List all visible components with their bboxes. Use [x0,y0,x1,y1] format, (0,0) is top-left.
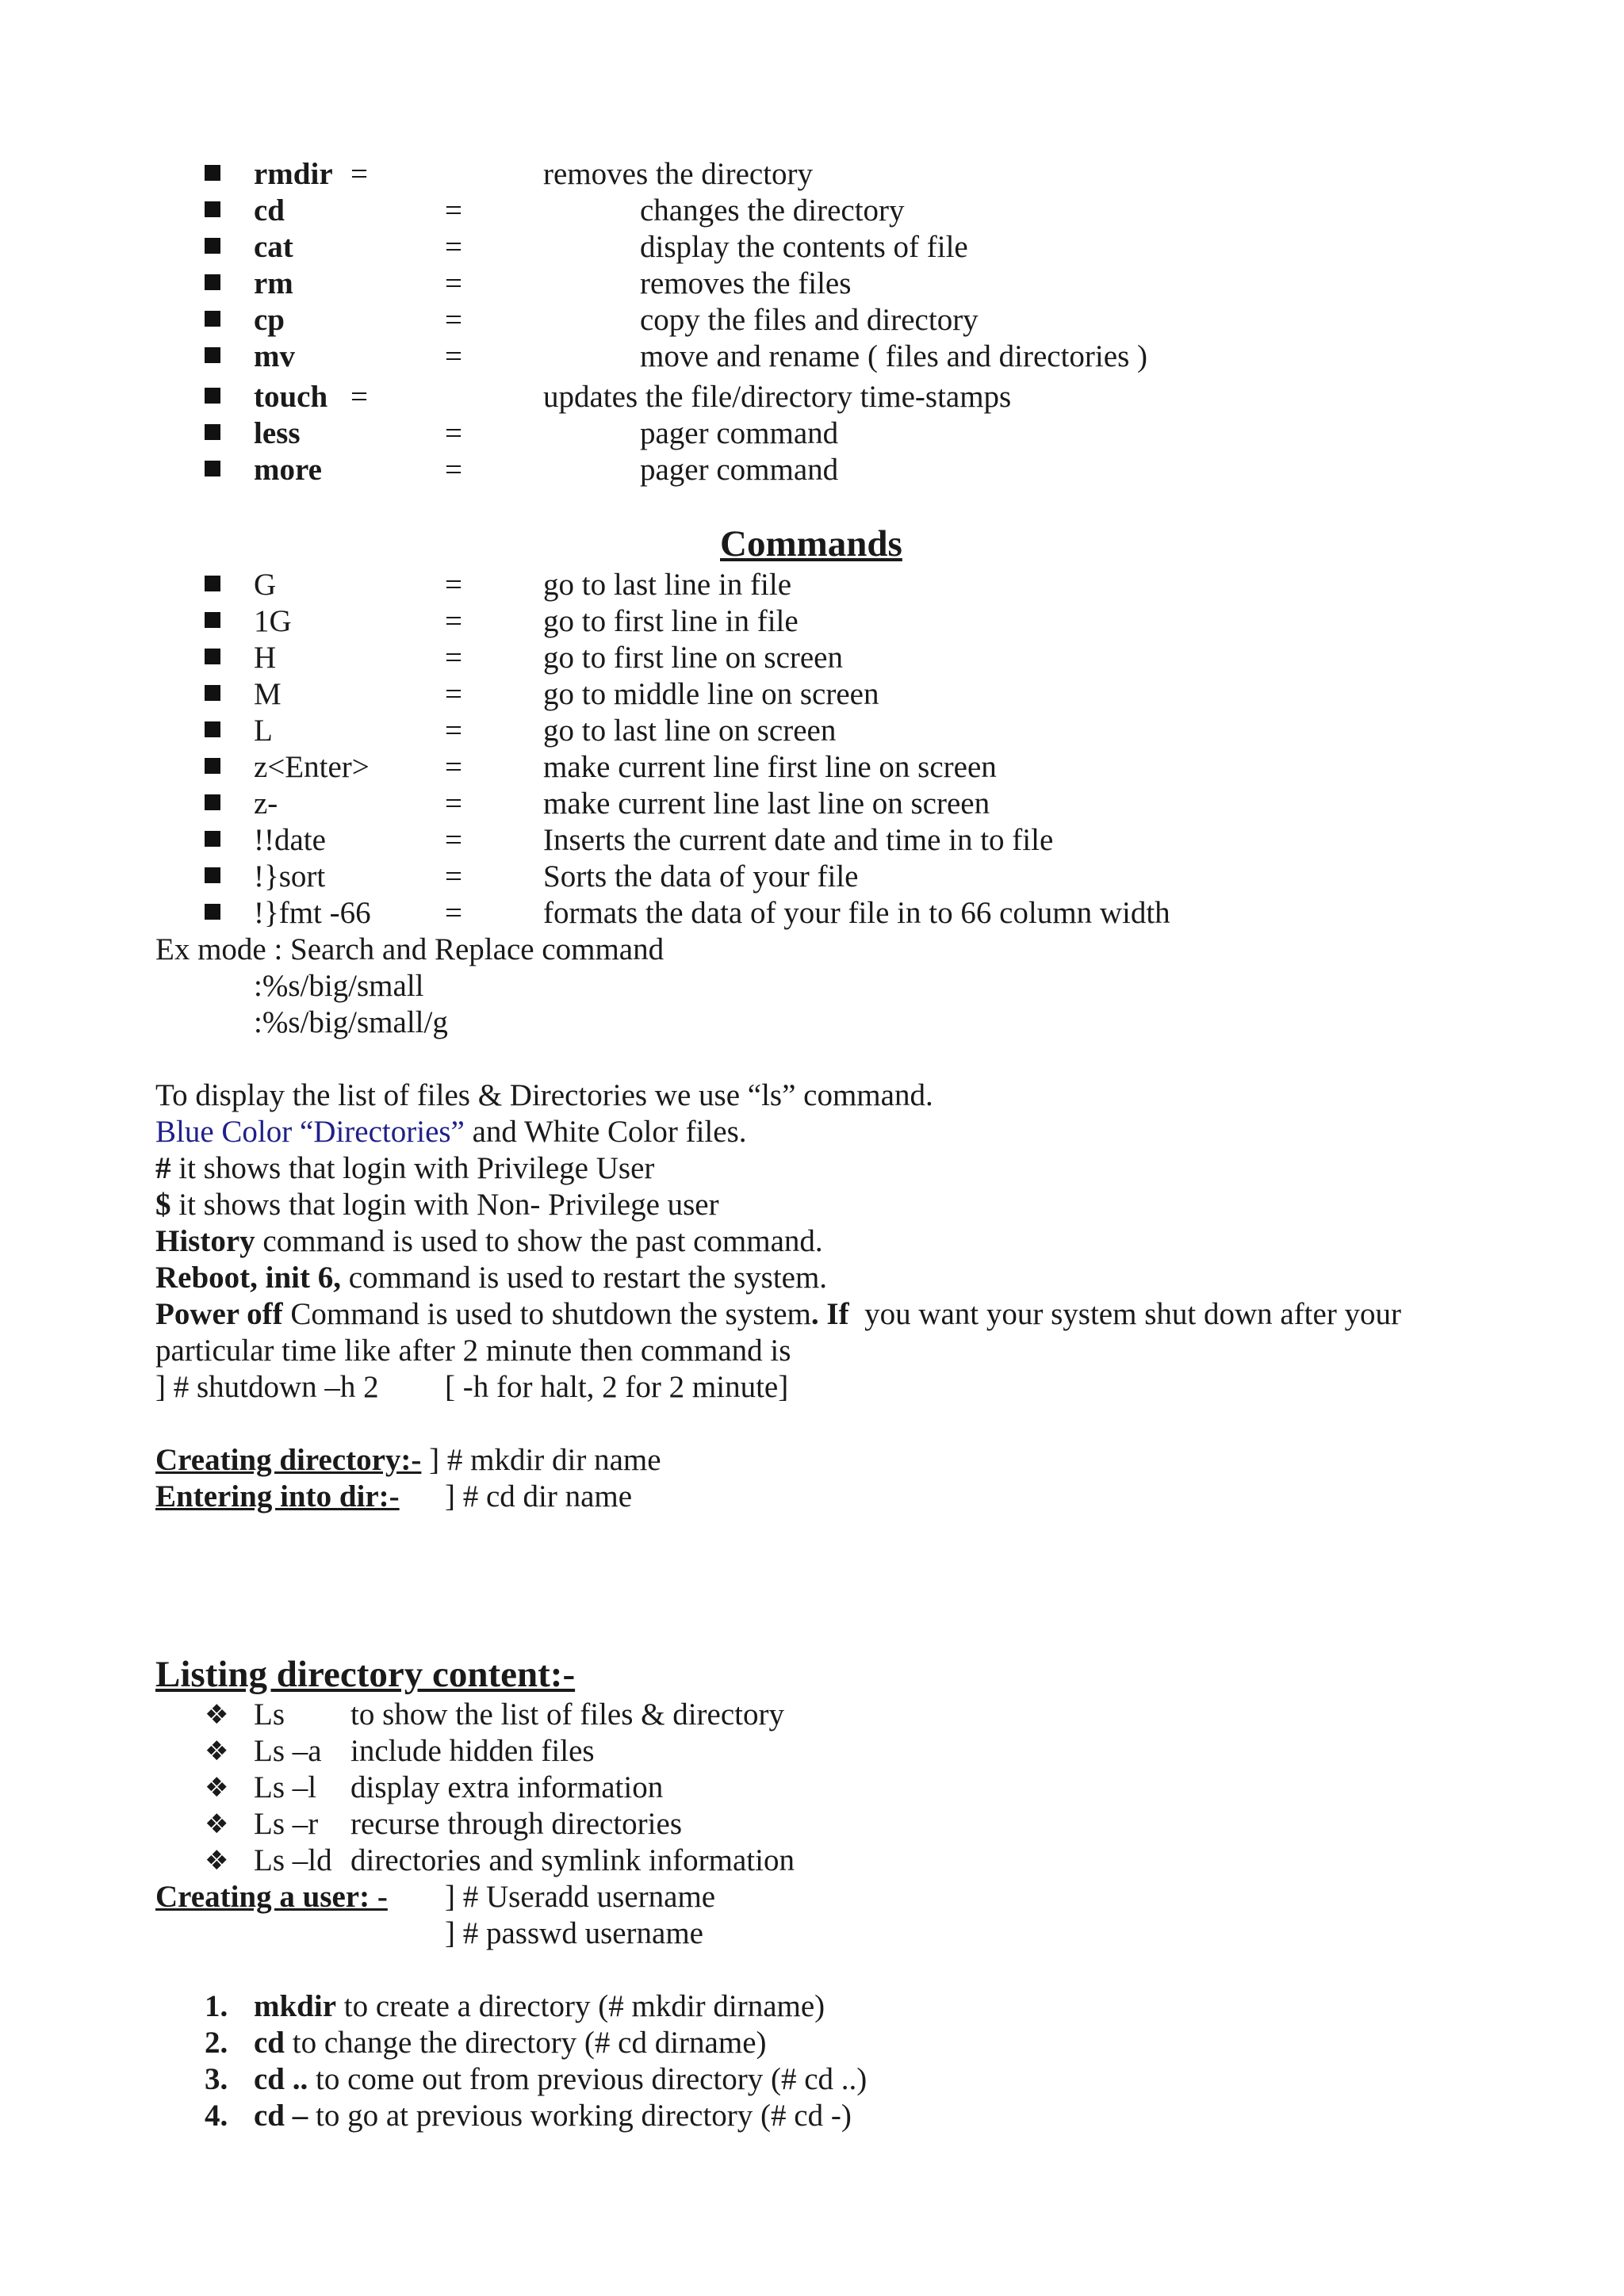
list-item [205,1733,1156,1770]
diamond-bullet-icon: ❖ [205,1845,229,1877]
command-description: pager command [640,453,839,487]
item-command: cd .. [254,2062,308,2096]
listing-description: include hidden files [350,1734,595,1768]
equals-sign: = [445,823,462,857]
list-item [205,339,1315,375]
square-bullet-icon [205,347,220,363]
equals-sign: = [445,750,462,784]
square-bullet-icon [205,685,220,701]
hash-symbol: # [155,1151,171,1185]
exmode-command: :%s/big/small [254,969,424,1003]
shutdown-command: ] # shutdown –h 2 [155,1370,379,1404]
equals-sign: = [350,380,368,414]
command-name: !}fmt -66 [254,896,371,930]
item-number: 2. [205,2026,228,2060]
poweroff-rest: you want your system shut down after your [848,1297,1402,1331]
ls-note: To display the list of files & Directories we use “ls” command. [155,1078,933,1112]
list-item [205,1697,1156,1733]
list-item [205,749,1394,786]
passwd-command: ] # passwd username [445,1916,703,1950]
command-name: !}sort [254,859,326,894]
listing-description: recurse through directories [350,1807,682,1841]
command-name: less [254,416,301,450]
diamond-bullet-icon: ❖ [205,1699,229,1731]
equals-sign: = [445,677,462,711]
listing-description: directories and symlink information [350,1843,795,1877]
square-bullet-icon [205,201,220,217]
list-item [205,640,1394,676]
list-item [205,786,1394,822]
history-text: command is used to show the past command. [255,1224,823,1258]
equals-sign: = [445,604,462,638]
listing-command: Ls –ld [254,1843,332,1877]
command-description: make current line first line on screen [543,750,997,784]
equals-sign: = [445,641,462,675]
equals-sign: = [445,859,462,894]
command-name: 1G [254,604,292,638]
item-text [254,1988,825,2025]
blue-text: Blue Color “Directories” [155,1115,465,1149]
command-description: removes the directory [543,157,814,191]
item-description: to create a directory (# mkdir dirname) [336,1989,825,2023]
command-name: cp [254,303,285,337]
square-bullet-icon [205,238,220,254]
shutdown-note: [ -h for halt, 2 for 2 minute] [445,1370,789,1404]
non-privilege-text: it shows that login with Non- Privilege user [170,1188,719,1222]
list-item [205,895,1394,932]
item-text [254,2098,852,2134]
command-name: G [254,568,277,602]
equals-sign: = [445,896,462,930]
command-name: cd [254,193,285,228]
command-description: changes the directory [640,193,905,228]
listing-command: Ls –l [254,1770,317,1804]
command-description: go to middle line on screen [543,677,879,711]
list-item [205,676,1394,713]
list-item [205,1988,1156,2025]
equals-sign: = [445,416,462,450]
exmode-title: Ex mode : Search and Replace command [155,932,665,966]
command-description: Inserts the current date and time in to file [543,823,1054,857]
equals-sign: = [445,339,462,373]
list-item [205,567,1394,603]
poweroff-note-continued: particular time like after 2 minute then command is [155,1334,791,1368]
item-description: to come out from previous directory (# cd ..) [308,2062,868,2096]
square-bullet-icon [205,165,220,181]
history-label: History [155,1224,255,1258]
square-bullet-icon [205,576,220,591]
equals-sign: = [445,230,462,264]
square-bullet-icon [205,388,220,404]
command-name: H [254,641,277,675]
command-name: rmdir [254,157,333,191]
item-description: to go at previous working directory (# cd -) [308,2099,852,2133]
command-name: mv [254,339,295,373]
entering-directory-label: Entering into dir:- [155,1479,400,1513]
item-command: cd – [254,2099,308,2133]
list-item [205,603,1394,640]
poweroff-text: Command is used to shutdown the system [282,1297,811,1331]
list-item [205,193,1315,229]
square-bullet-icon [205,831,220,847]
equals-sign: = [350,157,368,191]
list-item [205,156,1315,193]
command-description: pager command [640,416,839,450]
item-number: 4. [205,2099,228,2133]
privilege-note [155,1150,654,1187]
command-description: formats the data of your file in to 66 column width [543,896,1170,930]
command-name: !!date [254,823,326,857]
equals-sign: = [445,453,462,487]
poweroff-label: Power off [155,1297,283,1331]
creating-directory-command: ] # mkdir dir name [421,1443,661,1477]
list-item [205,822,1394,859]
history-note [155,1223,823,1260]
list-item [205,2025,1156,2061]
list-item [205,266,1315,302]
white-text: and White Color files. [464,1115,747,1149]
equals-sign: = [445,786,462,821]
command-description: copy the files and directory [640,303,979,337]
item-number: 1. [205,1989,228,2023]
square-bullet-icon [205,612,220,628]
shutdown-command-line [155,1369,948,1406]
reboot-text: command is used to restart the system. [341,1261,828,1295]
listing-command: Ls –r [254,1807,319,1841]
command-description: updates the file/directory time-stamps [543,380,1012,414]
listing-command: Ls –a [254,1734,322,1768]
list-item [205,379,1315,415]
equals-sign: = [445,303,462,337]
square-bullet-icon [205,461,220,476]
square-bullet-icon [205,649,220,664]
list-item [205,415,1315,452]
reboot-note [155,1260,827,1296]
item-text [254,2025,767,2061]
dollar-symbol: $ [155,1188,171,1222]
poweroff-if: . If [810,1297,849,1331]
command-name: z<Enter> [254,750,370,784]
command-description: move and rename ( files and directories ) [640,339,1147,373]
list-item [205,713,1394,749]
poweroff-note [155,1296,1401,1333]
diamond-bullet-icon: ❖ [205,1772,229,1804]
list-item [205,452,1315,488]
list-item [205,229,1315,266]
command-name: rm [254,266,293,300]
exmode-command: :%s/big/small/g [254,1005,448,1039]
non-privilege-note [155,1187,719,1223]
listing-description: to show the list of files & directory [350,1697,784,1732]
item-number: 3. [205,2062,228,2096]
command-description: Sorts the data of your file [543,859,859,894]
command-description: go to last line on screen [543,714,837,748]
command-name: touch [254,380,328,414]
item-description: to change the directory (# cd dirname) [285,2026,767,2060]
equals-sign: = [445,568,462,602]
command-description: removes the files [640,266,852,300]
command-name: more [254,453,322,487]
square-bullet-icon [205,904,220,920]
square-bullet-icon [205,794,220,810]
list-item [205,302,1315,339]
entering-directory-command: ] # cd dir name [445,1479,633,1513]
command-name: L [254,714,273,748]
diamond-bullet-icon: ❖ [205,1808,229,1840]
item-command: mkdir [254,1989,337,2023]
creating-user-line [155,1879,948,1915]
equals-sign: = [445,714,462,748]
listing-heading: Listing directory content:- [155,1654,576,1695]
command-name: M [254,677,282,711]
command-description: make current line last line on screen [543,786,990,821]
equals-sign: = [445,193,462,228]
list-item [205,1806,1156,1843]
entering-directory-line [155,1479,948,1515]
useradd-command: ] # Useradd username [445,1880,716,1914]
creating-directory-label: Creating directory:- [155,1443,422,1477]
command-description: go to first line on screen [543,641,843,675]
square-bullet-icon [205,867,220,883]
creating-user-label: Creating a user: - [155,1880,388,1914]
command-description: go to last line in file [543,568,792,602]
privilege-text: it shows that login with Privilege User [170,1151,655,1185]
listing-command: Ls [254,1697,285,1732]
command-description: display the contents of file [640,230,968,264]
square-bullet-icon [205,758,220,774]
list-item [205,2061,1156,2098]
square-bullet-icon [205,424,220,440]
equals-sign: = [445,266,462,300]
creating-directory-line [155,1442,661,1479]
item-text [254,2061,867,2098]
item-command: cd [254,2026,285,2060]
list-item [205,2098,1156,2134]
command-description: go to first line in file [543,604,799,638]
square-bullet-icon [205,311,220,327]
list-item [205,1843,1156,1879]
listing-description: display extra information [350,1770,664,1804]
command-name: cat [254,230,293,264]
square-bullet-icon [205,721,220,737]
square-bullet-icon [205,274,220,290]
commands-heading: Commands [720,523,902,564]
diamond-bullet-icon: ❖ [205,1735,229,1767]
color-note [155,1114,747,1150]
list-item [205,1770,1156,1806]
command-name: z- [254,786,278,821]
reboot-label: Reboot, init 6, [155,1261,341,1295]
list-item [205,859,1394,895]
